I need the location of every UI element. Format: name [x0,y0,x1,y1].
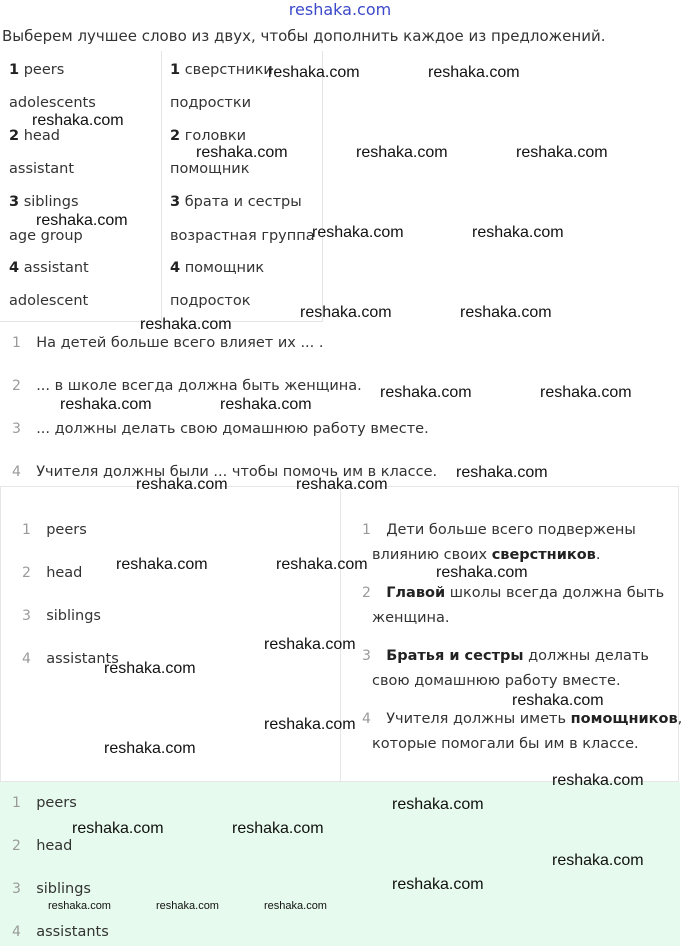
answer-item: 1 peers [22,522,87,538]
watermark: reshaka.com [36,212,128,229]
watermark: reshaka.com [540,384,632,401]
watermark: reshaka.com [312,224,404,241]
watermark: reshaka.com [472,224,564,241]
final-answer-item: 2 head [12,838,73,854]
vocab-en-3b: age group [9,228,83,244]
watermark: reshaka.com [264,716,356,733]
vocab-en-2b: assistant [9,161,75,177]
final-answer-item: 1 peers [12,795,77,811]
watermark: reshaka.com [380,384,472,401]
answer-item: 2 head [22,565,83,581]
final-answer-item: 3 siblings [12,881,91,897]
watermark: reshaka.com [436,564,528,581]
watermark: reshaka.com [356,144,448,161]
vocab-en-4a: 4 assistant [9,260,89,276]
watermark: reshaka.com [296,476,388,493]
vocab-ru-1a: 1 сверстники [170,62,273,78]
translation-2-line-1: 2 Главой школы всегда должна быть [362,585,665,601]
vocab-ru-4b: подросток [170,293,251,309]
translation-4-line-1: 4 Учителя должны иметь помощников, [362,711,682,727]
vocab-ru-2b: помощник [170,161,250,177]
vocab-ru-4a: 4 помощник [170,260,265,276]
question-item: 2 ... в школе всегда должна быть женщина. [12,378,362,394]
site-header-link[interactable]: reshaka.com [288,0,392,19]
vocab-ru-2a: 2 головки [170,128,247,144]
watermark: reshaka.com [512,692,604,709]
watermark: reshaka.com [60,396,152,413]
translation-3-line-2: свою домашнюю работу вместе. [372,673,621,689]
final-answer-item: 4 assistants [12,924,109,940]
vocabulary-divider [161,51,162,321]
watermark: reshaka.com [268,64,360,81]
watermark: reshaka.com [136,476,228,493]
answer-item: 4 assistants [22,651,119,667]
vocab-ru-3b: возрастная группа [170,228,315,244]
watermark: reshaka.com [156,900,219,912]
watermark: reshaka.com [140,316,232,333]
watermark: reshaka.com [276,556,368,573]
watermark: reshaka.com [232,820,324,837]
vocab-en-1a: 1 peers [9,62,65,78]
translation-4-line-2: которые помогали бы им в классе. [372,736,639,752]
watermark: reshaka.com [392,876,484,893]
watermark: reshaka.com [32,112,124,129]
vocab-en-1b: adolescents [9,95,96,111]
watermark: reshaka.com [72,820,164,837]
instruction-text: Выберем лучшее слово из двух, чтобы дополнить каждое из предложений. [2,27,606,45]
question-item: 4 Учителя должны были ... чтобы помочь им в классе. [12,464,438,480]
watermark: reshaka.com [104,660,196,677]
question-item: 1 На детей больше всего влияет их ... . [12,335,324,351]
translation-2-line-2: женщина. [372,610,450,626]
watermark: reshaka.com [300,304,392,321]
vocab-en-3a: 3 siblings [9,194,79,210]
translation-3-line-1: 3 Братья и сестры должны делать [362,648,649,664]
watermark: reshaka.com [264,636,356,653]
watermark: reshaka.com [196,144,288,161]
vocab-en-4b: adolescent [9,293,89,309]
watermark: reshaka.com [428,64,520,81]
watermark: reshaka.com [552,772,644,789]
watermark: reshaka.com [264,900,327,912]
watermark: reshaka.com [116,556,208,573]
watermark: reshaka.com [460,304,552,321]
watermark: reshaka.com [392,796,484,813]
vocab-ru-1b: подростки [170,95,252,111]
watermark: reshaka.com [552,852,644,869]
vocab-en-2a: 2 head [9,128,60,144]
translation-1-line-2: влиянию своих сверстников. [372,547,601,563]
answer-item: 3 siblings [22,608,101,624]
answers-divider [340,486,341,782]
vocab-ru-3a: 3 брата и сестры [170,194,302,210]
watermark: reshaka.com [220,396,312,413]
watermark: reshaka.com [516,144,608,161]
question-item: 3 ... должны делать свою домашнюю работу вместе. [12,421,429,437]
translation-1-line-1: 1 Дети больше всего подвержены [362,522,636,538]
watermark: reshaka.com [456,464,548,481]
watermark: reshaka.com [48,900,111,912]
watermark: reshaka.com [104,740,196,757]
